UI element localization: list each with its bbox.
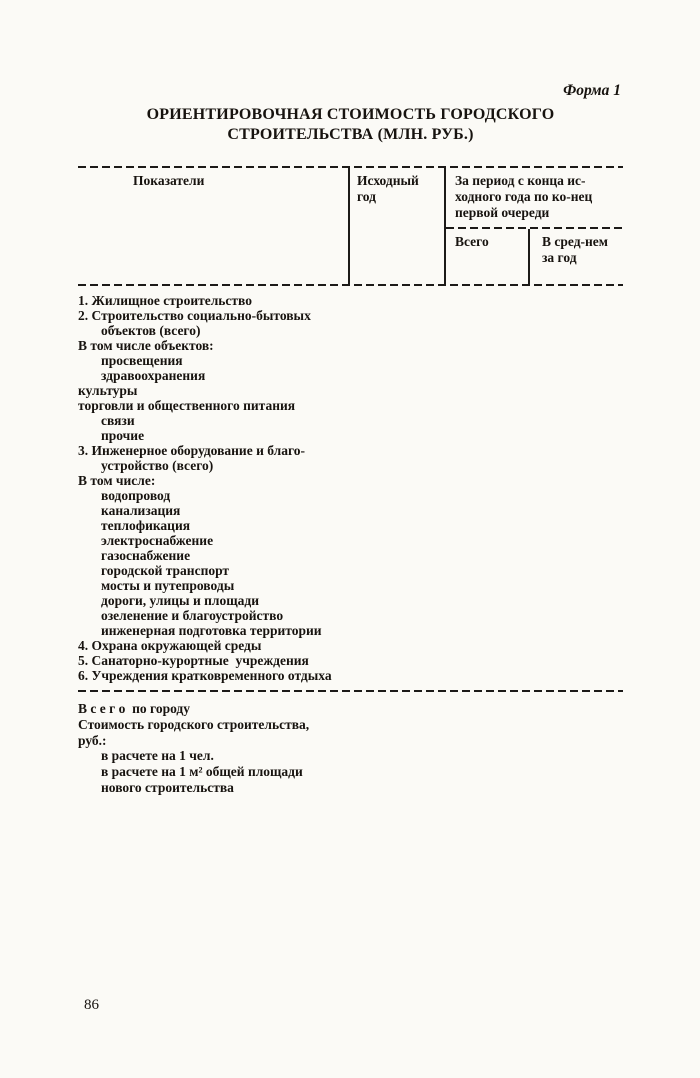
indicator-list <box>78 286 623 683</box>
table-row: культуры <box>78 383 138 398</box>
summary-total-city: В с е г о по городу <box>78 701 191 716</box>
form-number-label: Форма 1 <box>563 82 621 99</box>
table-row: газоснабжение <box>101 548 191 563</box>
period-subheaders <box>446 229 623 284</box>
table-bottom-border <box>78 690 623 692</box>
title-line-1: ОРИЕНТИРОВОЧНАЯ СТОИМОСТЬ ГОРОДСКОГО <box>146 106 555 123</box>
table-row: водопровод <box>101 488 171 503</box>
table-row: 6. Учреждения кратковременного отдыха <box>78 668 332 683</box>
cost-table <box>78 166 623 692</box>
document-title <box>78 105 623 145</box>
table-row: мосты и путепроводы <box>101 578 235 593</box>
table-row: электроснабжение <box>101 533 214 548</box>
table-row: 1. Жилищное строительство <box>78 293 253 308</box>
summary-cost-line-1: Стоимость городского строительства, <box>78 716 310 732</box>
table-row: здравоохранения <box>101 368 206 383</box>
summary-section <box>78 701 623 796</box>
table-row: теплофикация <box>101 518 191 533</box>
column-header-indicators: Показатели <box>78 168 350 284</box>
table-row: 3. Инженерное оборудование и благо- <box>78 443 305 458</box>
table-row: канализация <box>101 503 181 518</box>
table-row: 4. Охрана окружающей среды <box>78 638 262 653</box>
table-row: прочие <box>101 428 145 443</box>
table-row: 2. Строительство социально-бытовых <box>78 308 311 323</box>
table-row: объектов (всего) <box>101 323 201 338</box>
column-header-base-year: Исходный год <box>350 168 446 284</box>
table-row: озеленение и благоустройство <box>101 608 284 623</box>
summary-cost-line-2: руб.: <box>78 732 107 748</box>
table-row: просвещения <box>101 353 183 368</box>
table-row: дороги, улицы и площади <box>101 593 259 608</box>
column-header-total: Всего <box>446 229 530 284</box>
summary-per-capita: в расчете на 1 чел. <box>101 748 214 764</box>
table-row: связи <box>101 413 135 428</box>
column-header-period-group <box>446 168 623 284</box>
column-header-average: В сред-нем за год <box>542 234 608 265</box>
table-header-row <box>78 168 623 284</box>
table-row: 5. Санаторно-курортные учреждения <box>78 653 309 668</box>
title-line-2: СТРОИТЕЛЬСТВА (МЛН. РУБ.) <box>227 126 474 143</box>
summary-per-sqm-line-2: нового строительства <box>101 779 234 795</box>
table-row: торговли и общественного питания <box>78 398 296 413</box>
table-row: устройство (всего) <box>101 458 214 473</box>
table-row: В том числе объектов: <box>78 338 214 353</box>
summary-per-sqm-line-1: в расчете на 1 м² общей площади <box>101 764 303 780</box>
table-row: В том числе: <box>78 473 156 488</box>
table-row: городской транспорт <box>101 563 230 578</box>
page-content <box>78 82 623 796</box>
page-number: 86 <box>84 997 99 1013</box>
table-row: инженерная подготовка территории <box>101 623 322 638</box>
column-header-period: За период с конца ис-ходного года по ко-нец первой очереди <box>455 173 593 220</box>
